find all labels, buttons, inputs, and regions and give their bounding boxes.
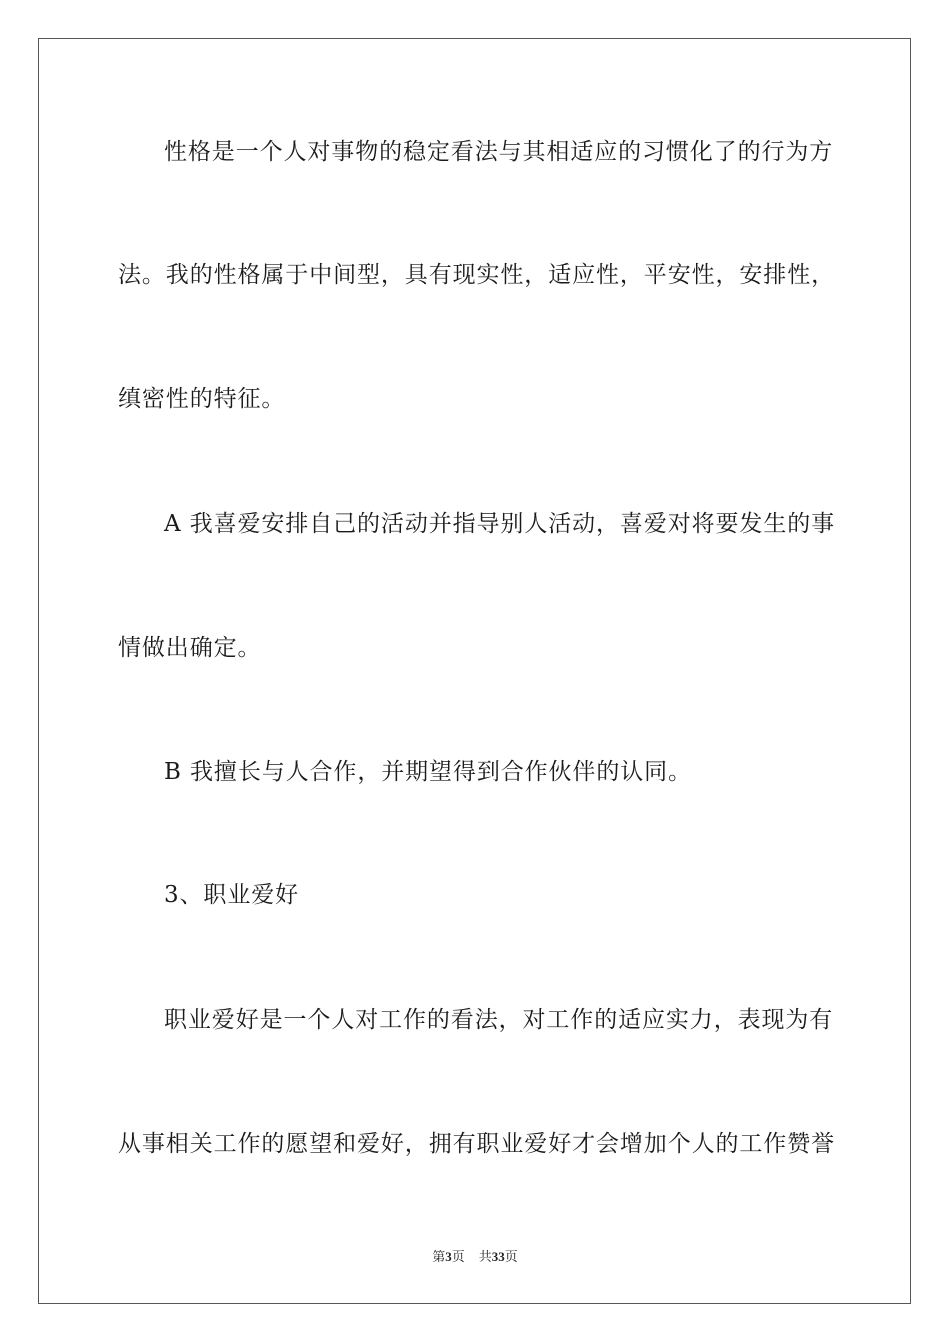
footer-page-number: 3 xyxy=(445,1249,452,1264)
footer-page-suffix: 页 xyxy=(451,1249,465,1264)
footer-total-suffix: 页 xyxy=(504,1249,518,1264)
paragraph-line: 缜密性的特征。 xyxy=(118,386,286,412)
footer-total-pages: 33 xyxy=(491,1249,505,1264)
paragraph-line: B 我擅长与人合作，并期望得到合作伙伴的认同。 xyxy=(164,759,692,785)
footer-page-prefix: 第 xyxy=(432,1249,446,1264)
paragraph-line: 从事相关工作的愿望和爱好，拥有职业爱好才会增加个人的工作赞誉 xyxy=(118,1131,835,1157)
paragraph-line: A 我喜爱安排自己的活动并指导别人活动，喜爱对将要发生的事 xyxy=(164,511,836,537)
paragraph-line: 法。我的性格属于中间型，具有现实性，适应性，平安性，安排性， xyxy=(118,262,835,288)
paragraph-line: 情做出确定。 xyxy=(118,635,262,661)
paragraph-line: 性格是一个人对事物的稳定看法与其相适应的习惯化了的行为方 xyxy=(164,139,834,165)
section-heading: 3、职业爱好 xyxy=(164,882,300,908)
page-border xyxy=(38,38,911,1304)
footer-total-prefix: 共 xyxy=(478,1249,492,1264)
page-footer xyxy=(0,1246,950,1265)
paragraph-line: 职业爱好是一个人对工作的看法，对工作的适应实力，表现为有 xyxy=(164,1007,834,1033)
